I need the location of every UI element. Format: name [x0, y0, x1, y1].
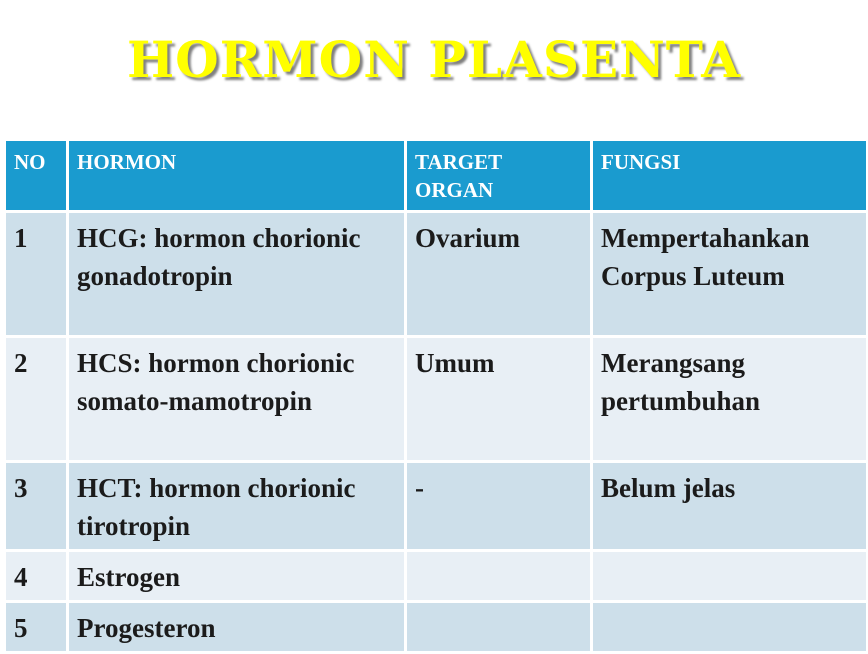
table-row: [5, 462, 868, 551]
cell-fungsi: [592, 602, 868, 653]
slide-title: HORMON PLASENTA: [126, 30, 742, 89]
header-hormon: HORMON: [68, 140, 406, 212]
cell-hormon: HCG: hormon chorionic gonadotropin: [68, 212, 406, 337]
cell-no: 1: [5, 212, 68, 337]
table-row: [5, 212, 868, 337]
header-no: NO: [5, 140, 68, 212]
cell-hormon: Progesteron: [68, 602, 406, 653]
header-target-organ: TARGET ORGAN: [406, 140, 592, 212]
hormone-table: [3, 138, 868, 654]
table-row: [5, 602, 868, 653]
cell-target: Ovarium: [406, 212, 592, 337]
cell-no: 2: [5, 337, 68, 462]
cell-no: 4: [5, 551, 68, 602]
cell-no: 5: [5, 602, 68, 653]
cell-hormon: HCS: hormon chorionic somato-mamotropin: [68, 337, 406, 462]
cell-fungsi: Merangsang pertumbuhan: [592, 337, 868, 462]
table-row: [5, 551, 868, 602]
cell-target: -: [406, 462, 592, 551]
cell-hormon: Estrogen: [68, 551, 406, 602]
table-row: [5, 337, 868, 462]
cell-fungsi: Mempertahankan Corpus Luteum: [592, 212, 868, 337]
cell-hormon: HCT: hormon chorionic tirotropin: [68, 462, 406, 551]
cell-target: Umum: [406, 337, 592, 462]
cell-fungsi: [592, 551, 868, 602]
cell-target: [406, 551, 592, 602]
cell-target: [406, 602, 592, 653]
header-fungsi: FUNGSI: [592, 140, 868, 212]
table-header-row: [5, 140, 868, 212]
cell-no: 3: [5, 462, 68, 551]
cell-fungsi: Belum jelas: [592, 462, 868, 551]
